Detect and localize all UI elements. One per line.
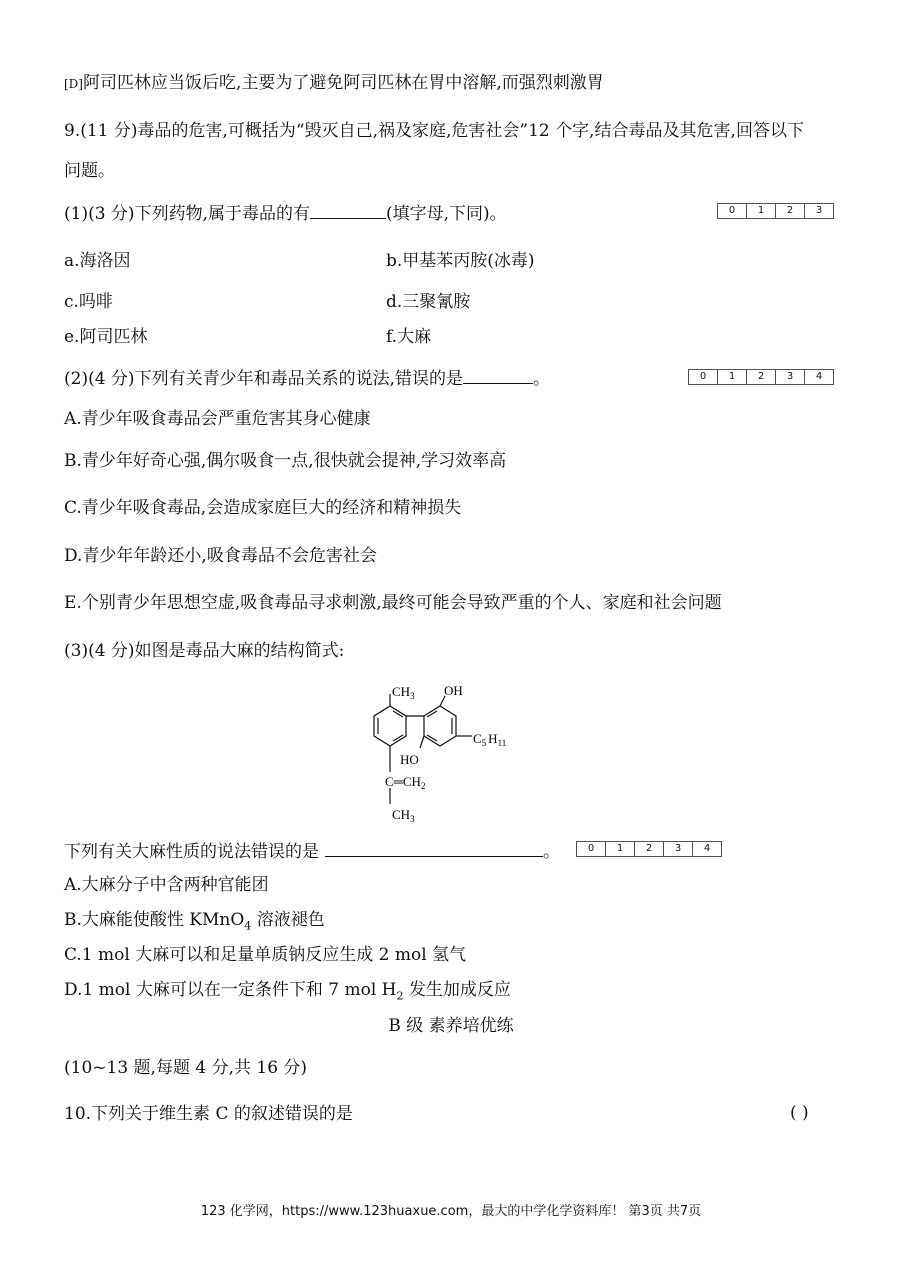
q9-p1-option-d: d.三聚氰胺 (386, 292, 471, 312)
q9-p1-blank[interactable] (310, 202, 386, 219)
ho-label: HO (400, 752, 419, 767)
section-b-title: B 级 素养培优练 (388, 1016, 514, 1036)
q9-p2-option-e: E.个别青少年思想空虚,吸食毒品寻求刺激,最终可能会导致严重的个人、家庭和社会问题 (64, 593, 722, 613)
q9-p2-option-b: B.青少年好奇心强,偶尔吸食一点,很快就会提神,学习效率高 (64, 451, 507, 471)
score-cell[interactable]: 4 (815, 371, 823, 382)
left-benzene-ring (374, 706, 406, 746)
score-cell[interactable]: 2 (747, 370, 776, 384)
score-cell[interactable]: 3 (815, 205, 823, 216)
q9-p3-before: 下列有关大麻性质的说法错误的是 (64, 842, 319, 862)
score-cell[interactable]: 0 (689, 370, 718, 384)
q9-p1-after: (填字母,下同)。 (385, 204, 507, 224)
q9-p2-score-box (688, 369, 834, 385)
ch3-top-label: $CH_3$ (392, 684, 415, 701)
q10-answer-paren[interactable]: ( ) (790, 1103, 809, 1123)
q9-p2-option-d: D.青少年年龄还小,吸食毒品不会危害社会 (64, 546, 377, 566)
q9-p3-option-b: B.大麻能使酸性 KMnO$_4$ 溶液褪色 (64, 910, 325, 933)
q10-stem: 10.下列关于维生素 C 的叙述错误的是 (64, 1104, 353, 1124)
d-option (64, 72, 604, 95)
q9-p1-option-f: f.大麻 (386, 327, 432, 347)
d-option-tag: [D] (64, 77, 83, 91)
q9-p2-option-a: A.青少年吸食毒品会严重危害其身心健康 (64, 409, 371, 429)
q9-p1-option-b: b.甲基苯丙胺(冰毒) (386, 251, 535, 271)
score-cell[interactable]: 3 (664, 842, 693, 856)
c5h11-label: $C_5$ $H_{11}$ (473, 731, 507, 748)
q9-p1-before: (1)(3 分)下列药物,属于毒品的有 (64, 204, 310, 224)
q9-stem-line2: 问题。 (64, 161, 115, 181)
ch3-bottom-label: $CH_3$ (392, 807, 415, 824)
q9-p3-after: 。 (543, 842, 560, 862)
q9-p3-question (64, 840, 560, 863)
section-b-note: (10~13 题,每题 4 分,共 16 分) (64, 1058, 308, 1078)
q9-p3-score-box (576, 841, 722, 857)
q9-p2-option-c: C.青少年吸食毒品,会造成家庭巨大的经济和精神损失 (64, 498, 462, 518)
q9-p3-blank[interactable] (325, 840, 543, 857)
q9-p1-option-e: e.阿司匹林 (64, 327, 148, 347)
vinyl-label: $C═CH_2$ (385, 774, 426, 791)
q9-p3-option-a: A.大麻分子中含两种官能团 (64, 875, 269, 895)
score-cell[interactable]: 0 (577, 842, 606, 856)
oh-label: OH (444, 683, 463, 698)
q9-p2-after: 。 (532, 369, 550, 389)
q9-p2-question (64, 367, 550, 390)
q9-p2-blank[interactable] (463, 367, 533, 384)
score-cell[interactable]: 2 (635, 842, 664, 856)
score-cell[interactable]: 1 (747, 204, 776, 218)
cannabis-structure-diagram (360, 676, 540, 826)
page-footer: 123 化学网，https://www.123huaxue.com，最大的中学化学资料库！ 第3页 共7页 (200, 1204, 702, 1219)
q9-stem-line1: 9.(11 分)毒品的危害,可概括为“毁灭自己,祸及家庭,危害社会”12 个字,结合毒品及其危害,回答以下 (64, 121, 804, 141)
q9-p3-intro: (3)(4 分)如图是毒品大麻的结构简式: (64, 641, 345, 661)
score-cell[interactable]: 1 (718, 370, 747, 384)
q9-p3-option-d: D.1 mol 大麻可以在一定条件下和 7 mol $H_2$ 发生加成反应 (64, 980, 511, 1003)
q9-p1-option-c: c.吗啡 (64, 292, 113, 312)
score-cell[interactable]: 1 (606, 842, 635, 856)
q9-p3-option-c: C.1 mol 大麻可以和足量单质钠反应生成 2 mol 氢气 (64, 945, 467, 965)
score-cell[interactable]: 2 (776, 204, 805, 218)
q9-p1-question (64, 202, 507, 225)
score-cell[interactable]: 4 (703, 843, 711, 854)
q9-p1-score-box (717, 203, 834, 219)
right-benzene-ring (424, 706, 456, 746)
q9-p2-before: (2)(4 分)下列有关青少年和毒品关系的说法,错误的是 (64, 369, 463, 389)
score-cell[interactable]: 0 (718, 204, 747, 218)
d-option-text: 阿司匹林应当饭后吃,主要为了避免阿司匹林在胃中溶解,而强烈刺激胃 (82, 73, 604, 93)
score-cell[interactable]: 3 (776, 370, 805, 384)
q9-p1-option-a: a.海洛因 (64, 251, 131, 271)
